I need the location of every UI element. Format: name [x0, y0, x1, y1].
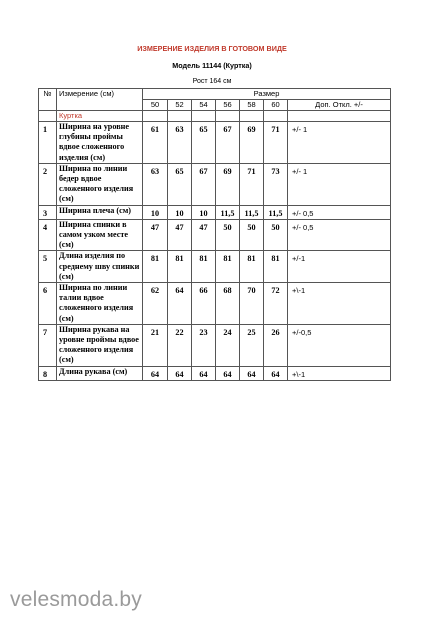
measurement-label: Длина рукава (см) — [57, 366, 143, 380]
size-value: 50 — [216, 219, 240, 251]
table-row — [39, 283, 391, 325]
row-number: 5 — [39, 251, 57, 283]
size-value: 63 — [143, 163, 168, 205]
size-value: 63 — [168, 122, 192, 164]
row-number: 4 — [39, 219, 57, 251]
size-value: 81 — [240, 251, 264, 283]
size-value: 11,5 — [264, 205, 288, 219]
table-row — [39, 163, 391, 205]
size-value: 47 — [143, 219, 168, 251]
size-value: 81 — [143, 251, 168, 283]
size-value: 64 — [216, 366, 240, 380]
size-value: 68 — [216, 283, 240, 325]
header-measurement: Измерение (см) — [57, 89, 143, 111]
model-name: Модель 11144 (Куртка) — [172, 61, 252, 70]
size-value: 61 — [143, 122, 168, 164]
measurement-label: Ширина спинки в самом узком месте (см) — [57, 219, 143, 251]
size-value: 24 — [216, 324, 240, 366]
measurement-label: Ширина плеча (см) — [57, 205, 143, 219]
size-value: 81 — [168, 251, 192, 283]
size-value: 25 — [240, 324, 264, 366]
tolerance-value: +\-1 — [288, 366, 391, 380]
measurement-label: Ширина рукава на уровне проймы вдвое сложенного изделия (см) — [57, 324, 143, 366]
size-value: 65 — [192, 122, 216, 164]
size-value: 64 — [143, 366, 168, 380]
size-value: 10 — [168, 205, 192, 219]
size-value: 47 — [168, 219, 192, 251]
document-title: ИЗМЕРЕНИЕ ИЗДЕЛИЯ В ГОТОВОМ ВИДЕ — [137, 44, 287, 53]
size-value: 69 — [216, 163, 240, 205]
height-label: Рост 164 см — [192, 78, 232, 85]
size-value: 22 — [168, 324, 192, 366]
size-header: 56 — [216, 100, 240, 111]
table-row — [39, 251, 391, 283]
size-value: 64 — [264, 366, 288, 380]
row-number: 6 — [39, 283, 57, 325]
row-number: 7 — [39, 324, 57, 366]
size-value: 71 — [264, 122, 288, 164]
measurement-label: Ширина по линии бедер вдвое сложенного изделия (см) — [57, 163, 143, 205]
tolerance-value: +/-1 — [288, 251, 391, 283]
size-value: 62 — [143, 283, 168, 325]
table-row — [39, 205, 391, 219]
size-header: 58 — [240, 100, 264, 111]
tolerance-value: +/- 0,5 — [288, 219, 391, 251]
tolerance-value: +/-0,5 — [288, 324, 391, 366]
size-value: 69 — [240, 122, 264, 164]
size-value: 47 — [192, 219, 216, 251]
table-row — [39, 324, 391, 366]
size-value: 65 — [168, 163, 192, 205]
section-number-cell — [39, 111, 57, 122]
size-value: 50 — [264, 219, 288, 251]
size-value: 64 — [168, 366, 192, 380]
tolerance-header: Доп. Откл. +/- — [288, 100, 391, 111]
table-row — [39, 366, 391, 380]
size-value: 64 — [192, 366, 216, 380]
size-value: 81 — [192, 251, 216, 283]
site-watermark: velesmoda.by — [10, 588, 142, 611]
row-number: 2 — [39, 163, 57, 205]
size-value: 26 — [264, 324, 288, 366]
measurement-label: Ширина по линии талии вдвое сложенного изделия (см) — [57, 283, 143, 325]
table-row — [39, 219, 391, 251]
size-value: 67 — [216, 122, 240, 164]
size-header: 52 — [168, 100, 192, 111]
size-value: 66 — [192, 283, 216, 325]
size-value: 50 — [240, 219, 264, 251]
measurement-label: Длина изделия по среднему шву спинки (см) — [57, 251, 143, 283]
measurement-table — [38, 88, 391, 381]
size-header: 54 — [192, 100, 216, 111]
size-header: 60 — [264, 100, 288, 111]
size-value: 73 — [264, 163, 288, 205]
header-number: № — [39, 89, 57, 111]
row-number: 1 — [39, 122, 57, 164]
size-value: 21 — [143, 324, 168, 366]
size-value: 71 — [240, 163, 264, 205]
size-value: 81 — [216, 251, 240, 283]
measurement-label: Ширина на уровне глубины проймы вдвое сложенного изделия (см) — [57, 122, 143, 164]
tolerance-value: +/- 0,5 — [288, 205, 391, 219]
header-size: Размер — [143, 89, 391, 100]
size-value: 64 — [168, 283, 192, 325]
size-value: 70 — [240, 283, 264, 325]
size-value: 67 — [192, 163, 216, 205]
tolerance-value: +/- 1 — [288, 122, 391, 164]
tolerance-value: +\-1 — [288, 283, 391, 325]
row-number: 8 — [39, 366, 57, 380]
size-value: 10 — [143, 205, 168, 219]
row-number: 3 — [39, 205, 57, 219]
header-row — [39, 89, 391, 100]
size-header: 50 — [143, 100, 168, 111]
size-value: 23 — [192, 324, 216, 366]
table-row — [39, 122, 391, 164]
size-value: 81 — [264, 251, 288, 283]
section-label: Куртка — [57, 111, 143, 122]
size-value: 64 — [240, 366, 264, 380]
size-value: 10 — [192, 205, 216, 219]
section-row — [39, 111, 391, 122]
size-value: 11,5 — [216, 205, 240, 219]
size-value: 11,5 — [240, 205, 264, 219]
tolerance-value: +/- 1 — [288, 163, 391, 205]
size-value: 72 — [264, 283, 288, 325]
